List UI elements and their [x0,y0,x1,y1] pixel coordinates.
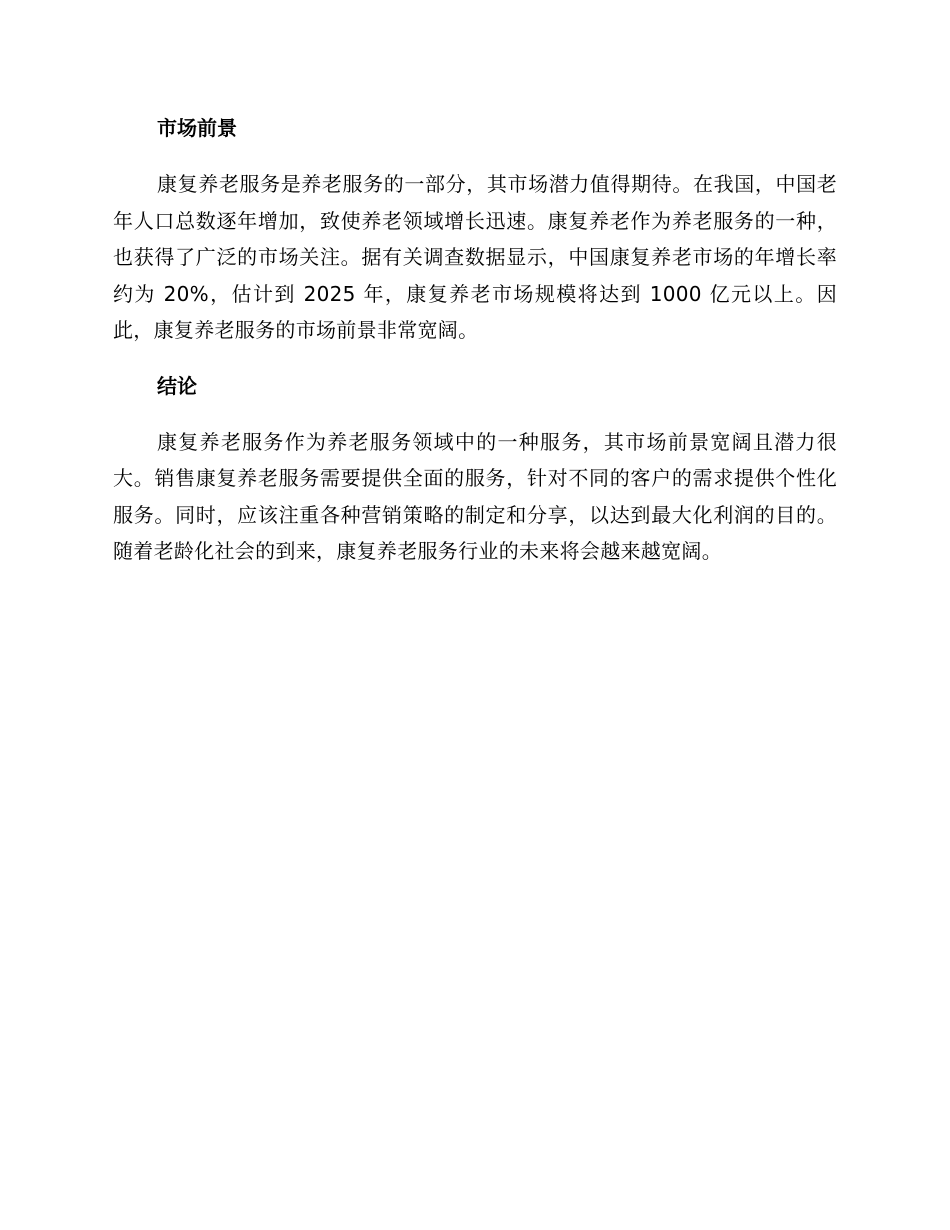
section-heading-conclusion: 结论 [157,373,197,398]
document-body [113,110,837,589]
paragraph-market-outlook: 康复养老服务是养老服务的一部分，其市场潜力值得期待。在我国，中国老年人口总数逐年增加，致使养老领域增长迅速。康复养老作为养老服务的一种，也获得了广泛的市场关注。据有关调查数据显示，中国康复养老市场的年增长率约为 20%，估计到 2025 年，康复养老市场规模将达到 1000 亿元以上。因此，康复养老服务的市场前景非常宽阔。 [113,172,837,342]
paragraph-conclusion: 康复养老服务作为养老服务领域中的一种服务，其市场前景宽阔且潜力很大。销售康复养老服务需要提供全面的服务，针对不同的客户的需求提供个性化服务。同时，应该注重各种营销策略的制定和分享，以达到最大化利润的目的。随着老龄化社会的到来，康复养老服务行业的未来将会越来越宽阔。 [113,429,837,563]
section-heading-market-outlook: 市场前景 [157,116,237,140]
